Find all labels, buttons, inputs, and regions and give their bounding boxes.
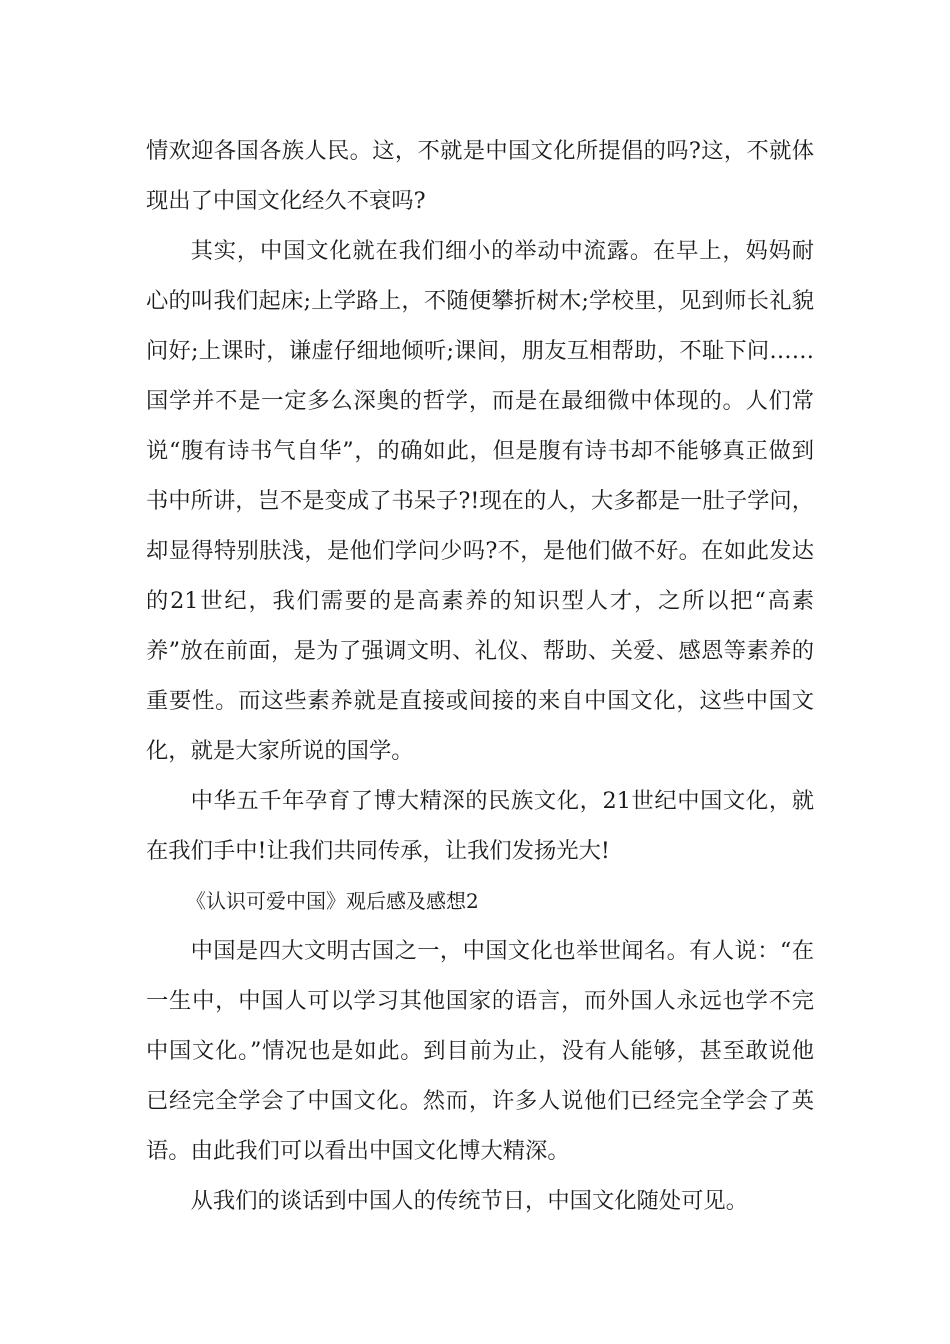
paragraph-continued: 情欢迎各国各族人民。这，不就是中国文化所提倡的吗?这，不就体现出了中国文化经久不衰吗?: [146, 138, 814, 214]
paragraph-traditional-festivals: 从我们的谈话到中国人的传统节日，中国文化随处可见。: [190, 1188, 749, 1214]
paragraph-chinese-culture-daily-life: 其实，中国文化就在我们细小的举动中流露。在早上，妈妈耐心的叫我们起床;上学路上，不随便攀折树木;学校里，见到师长礼貌问好;上课时，谦虚仔细地倾听;课间，朋友互相帮助，不耻下问……国学并不是一定多么深奥的哲学，而是在最细微中体现的。人们常说“腹有诗书气自华”，的确如此，但是腹有诗书却不能够真正做到书中所讲，岂不是变成了书呆子?!现在的人，大多都是一肚子学问，却显得特别肤浅，是他们学问少吗?不，是他们做不好。在如此发达的21世纪，我们需要的是高素养的知识型人才，之所以把“高素养”放在前面，是为了强调文明、礼仪、帮助、关爱、感恩等素养的重要性。而这些素养就是直接或间接的来自中国文化，这些中国文化，就是大家所说的国学。: [146, 238, 814, 764]
section-heading: 《认识可爱中国》观后感及感想2: [186, 889, 479, 913]
document-body: [146, 126, 814, 1226]
paragraph-four-ancient-civilizations: 中国是四大文明古国之一，中国文化也举世闻名。有人说：“在一生中，中国人可以学习其他国家的语言，而外国人永远也学不完中国文化。”情况也是如此。到目前为止，没有人能够，甚至敢说他已经完全学会了中国文化。然而，许多人说他们已经完全学会了英语。由此我们可以看出中国文化博大精深。: [146, 938, 814, 1164]
paragraph-conclusion: 中华五千年孕育了博大精深的民族文化，21世纪中国文化，就在我们手中!让我们共同传承，让我们发扬光大!: [146, 788, 814, 864]
